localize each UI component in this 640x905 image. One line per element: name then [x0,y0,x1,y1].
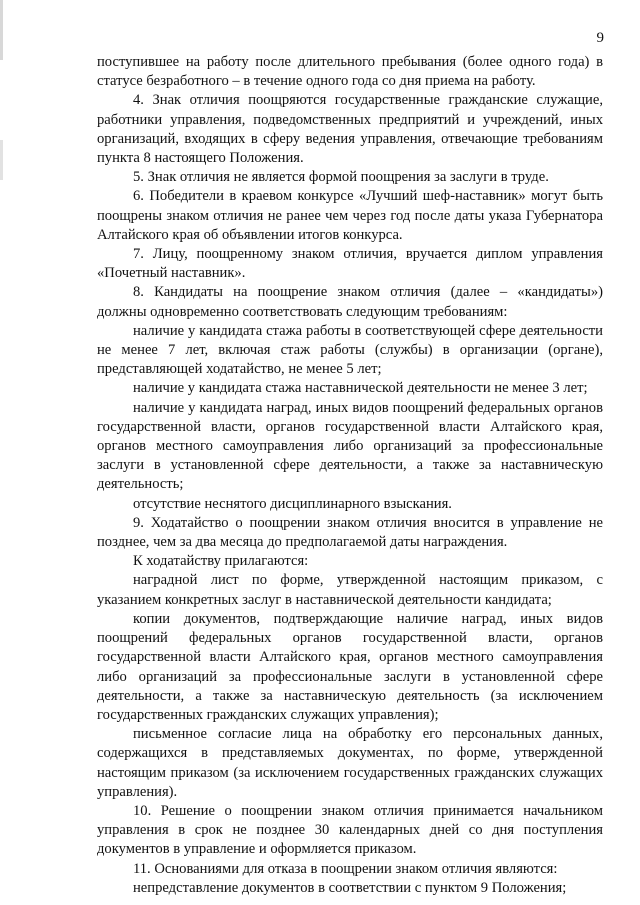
page-number: 9 [596,30,604,46]
requirement-item: наличие у кандидата стажа наставнической деятельности не менее 3 лет; [133,380,588,397]
paragraph-item-6: 6. Победители в краевом конкурсе «Лучший шеф-наставник» могут быть поощрены знаком отличия не ранее чем через год после даты указа Губернатора Алтайского края об объявлении итогов конкурса. [97,188,603,243]
requirement-item: наличие у кандидата наград, иных видов поощрений федеральных органов государственной власти, органов государственной власти Алтайского края, органов местного самоуправления либо организаций за профессиональные заслуги в установленной сфере деятельности, а также за наставническую деятельность; [97,399,603,493]
requirement-item: наличие у кандидата стажа работы в соответствующей сфере деятельности не менее 7 лет, включая стаж работы (службы) в организации (органе), представляющей ходатайство, не менее 5 лет; [97,322,603,378]
refusal-reason-item: непредставление документов в соответствии с пунктом 9 Положения; [133,879,567,896]
paragraph-item-5: 5. Знак отличия не является формой поощрения за заслуги в труде. [133,169,549,186]
attachment-item: письменное согласие лица на обработку его персональных данных, содержащихся в представляемых документах, по форме, утвержденной настоящим приказом (за исключением государственных гражданских служащих управления). [97,726,603,800]
paragraph-item-10: 10. Решение о поощрении знаком отличия принимается начальником управления в срок не позднее 30 календарных дней со дня поступления документов в управление и оформляется приказом. [97,802,603,858]
document-body [97,53,603,898]
paragraph-item-11: 11. Основаниями для отказа в поощрении знаком отличия являются: [133,860,558,877]
paragraph-item-9: 9. Ходатайство о поощрении знаком отличия вносится в управление не позднее, чем за два месяца до предполагаемой даты награждения. [97,514,603,551]
paragraph-item-4: 4. Знак отличия поощряются государственные гражданские служащие, работники управления, подведомственных предприятий и учреждений, иных организаций, входящих в сферу ведения управления, отвечающие требованиям пункта 8 настоящего Положения. [97,92,603,167]
attachment-item: наградной лист по форме, утвержденной настоящим приказом, с указанием конкретных заслуг в наставнической деятельности кандидата; [97,572,603,608]
requirement-item: отсутствие неснятого дисциплинарного взыскания. [133,495,452,512]
scan-edge-mark [0,0,3,905]
attachment-item: копии документов, подтверждающие наличие наград, иных видов поощрений федеральных органов государственной власти, органов государственной власти Алтайского края, органов местного самоуправления либо организаций за профессиональные заслуги в установленной сфере деятельности, а также за наставническую деятельность (за исключением государственных гражданских служащих управления); [97,610,603,723]
paragraph-item-7: 7. Лицу, поощренному знаком отличия, вручается диплом управления «Почетный наставник». [97,246,603,282]
paragraph: поступившее на работу после длительного пребывания (более одного года) в статусе безработного – в течение одного года со дня приема на работу. [97,54,603,90]
paragraph-attachments-intro: К ходатайству прилагаются: [133,553,309,570]
paragraph-item-8: 8. Кандидаты на поощрение знаком отличия (далее – «кандидаты») должны одновременно соответствовать следующим требованиям: [97,284,603,320]
